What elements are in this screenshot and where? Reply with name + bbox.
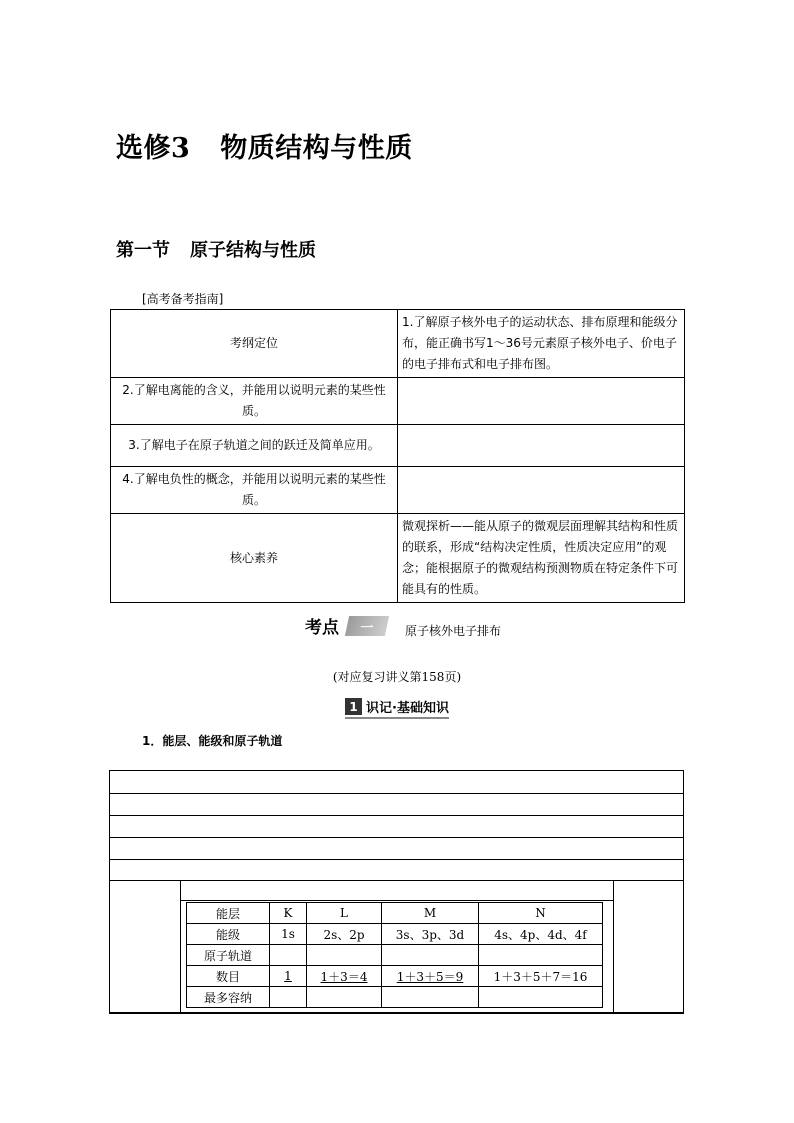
table-row [187,903,603,924]
kaodian-title: 原子核外电子排布 [405,624,502,638]
table-cell [382,987,479,1008]
knowledge-badge [345,697,449,719]
badge-text: 识记·基础知识 [366,701,449,716]
guide-cell: 1.了解原子核外电子的运动状态、排布原理和能级分布，能正确书写1～36号元素原子核外电子、价电子的电子排布式和电子排布图。 [398,310,685,378]
divider [110,793,683,794]
guide-cell: 核心素养 [111,514,398,603]
divider [181,900,613,901]
kaodian-badge: 一 [345,616,389,636]
guide-cell [398,467,685,514]
guide-label: [高考备考指南] [142,292,224,306]
table-cell [479,987,603,1008]
guide-cell [398,425,685,467]
guide-cell: 2.了解电离能的含义，并能用以说明元素的某些性质。 [111,378,398,425]
item-heading: 1．能层、能级和原子轨道 [142,734,283,748]
table-cell: M [382,903,479,924]
table-cell: 最多容纳 [187,987,270,1008]
kaodian-word: 考点 [305,618,339,638]
table-cell: 1＋3＝4 [307,966,382,987]
table-cell: 3s、3p、3d [382,924,479,945]
table-row [187,987,603,1008]
guide-cell: 4.了解电负性的概念，并能用以说明元素的某些性质。 [111,467,398,514]
table-row [187,966,603,987]
table-cell: 1＋3＋5＋7＝16 [479,966,603,987]
table-cell: 数目 [187,966,270,987]
table-cell: 1s [270,924,307,945]
table-row [187,924,603,945]
badge-number: 1 [345,698,362,715]
kaodian-heading [305,612,501,639]
section-title: 第一节 原子结构与性质 [116,240,316,261]
table-cell: 4s、4p、4d、4f [479,924,603,945]
guide-cell: 考纲定位 [111,310,398,378]
table-cell: L [307,903,382,924]
reference-note: (对应复习讲义第158页) [332,670,462,684]
guide-cell: 微观探析——能从原子的微观层面理解其结构和性质的联系，形成“结构决定性质，性质决定应用”的观念；能根据原子的微观结构预测物质在特定条件下可能具有的性质。 [398,514,685,603]
table-cell [270,987,307,1008]
table-cell [307,945,382,966]
guide-cell [398,378,685,425]
divider [110,815,683,816]
page-title: 选修3 物质结构与性质 [116,133,413,164]
divider [110,837,683,838]
guide-table [110,309,685,603]
table-cell [382,945,479,966]
table-row [187,945,603,966]
divider [110,859,683,860]
table-cell: N [479,903,603,924]
table-cell [307,987,382,1008]
table-cell: 能级 [187,924,270,945]
energy-level-table [186,902,603,1008]
guide-cell: 3.了解电子在原子轨道之间的跃迁及简单应用。 [111,425,398,467]
table-cell: 1＋3＋5＝9 [382,966,479,987]
table-cell: 能层 [187,903,270,924]
table-cell [270,945,307,966]
table-cell: 1 [270,966,307,987]
table-cell: 原子轨道 [187,945,270,966]
table-cell [479,945,603,966]
table-cell: 2s、2p [307,924,382,945]
table-cell: K [270,903,307,924]
